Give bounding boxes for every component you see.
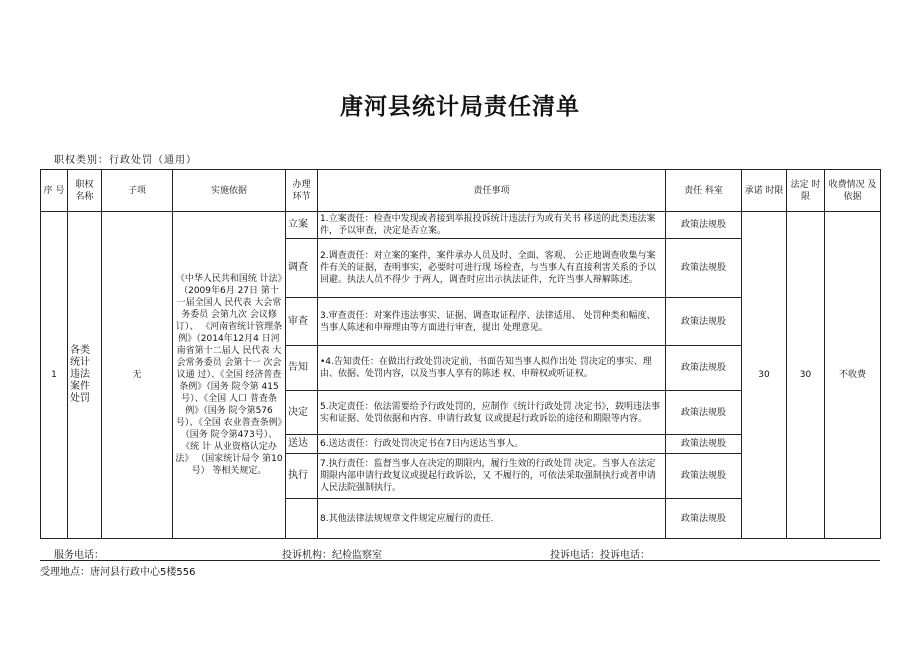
responsibility-table bbox=[40, 169, 881, 539]
header-basis: 实施依据 bbox=[173, 170, 286, 212]
stage-label: 立案 bbox=[286, 212, 318, 239]
stage-dept: 政策法规股 bbox=[666, 454, 742, 499]
service-phone: 服务电话： bbox=[54, 550, 104, 561]
header-stage: 办理 环节 bbox=[286, 170, 318, 212]
stage-label: 送达 bbox=[286, 435, 318, 454]
header-legal-limit: 法定 时限 bbox=[787, 170, 825, 212]
page-title: 唐河县统计局责任清单 bbox=[340, 94, 580, 120]
stage-dept: 政策法规股 bbox=[666, 435, 742, 454]
header-power-name: 职权 名称 bbox=[68, 170, 102, 212]
header-fee: 收费情况 及依据 bbox=[825, 170, 881, 212]
stage-label: 执行 bbox=[286, 454, 318, 499]
stage-matter: 3.审查责任：对案件违法事实、证据、调查取证程序、法律适用、 处罚种类和幅度、当事人陈述和申辩理由等方面进行审查，提出 处理意见。 bbox=[318, 298, 666, 346]
stage-matter: 5.决定责任：依法需要给予行政处罚的，应制作《统计行政处罚 决定书》，载明违法事实和证据、处罚依据和内容、申请行政复 议或提起行政诉讼的途径和期限等内容。 bbox=[318, 391, 666, 435]
stage-matter: •4.告知责任：在做出行政处罚决定前，书面告知当事人拟作出处 罚决定的事实、理由、依据、处罚内容，以及当事人享有的陈述 权、申辩权或听证权。 bbox=[318, 346, 666, 391]
stage-label: 审查 bbox=[286, 298, 318, 346]
stage-dept: 政策法规股 bbox=[666, 239, 742, 298]
row-promised-limit: 30 bbox=[742, 212, 787, 539]
stage-dept: 政策法规股 bbox=[666, 212, 742, 239]
stage-dept: 政策法规股 bbox=[666, 499, 742, 539]
table-header-row bbox=[41, 170, 881, 212]
header-dept: 责任 科室 bbox=[666, 170, 742, 212]
table-row bbox=[41, 212, 881, 239]
stage-label: 告知 bbox=[286, 346, 318, 391]
stage-dept: 政策法规股 bbox=[666, 391, 742, 435]
stage-matter: 8.其他法律法规规章文件规定应履行的责任. bbox=[318, 499, 666, 539]
stage-matter: 7.执行责任：监督当事人在决定的期限内，履行生效的行政处罚 决定。当事人在法定期限内部申请行政复议或提起行政诉讼，又 不履行的，可依法采取强制执行或者申请人民法院强制执行。 bbox=[318, 454, 666, 499]
row-power-name: 各类 统计 违法 案件 处罚 bbox=[68, 212, 102, 539]
stage-label: 调查 bbox=[286, 239, 318, 298]
stage-matter: 6.送达责任：行政处罚决定书在7日内送达当事人。 bbox=[318, 435, 666, 454]
header-matters: 责任事项 bbox=[318, 170, 666, 212]
row-seq: 1 bbox=[41, 212, 68, 539]
contact-footer bbox=[40, 544, 880, 561]
row-subitem: 无 bbox=[102, 212, 173, 539]
header-seq: 序 号 bbox=[41, 170, 68, 212]
header-subitem: 子项 bbox=[102, 170, 173, 212]
stage-label bbox=[286, 499, 318, 539]
power-category: 职权类别：行政处罚（通用） bbox=[54, 155, 197, 166]
complaint-org: 投诉机构：纪检监察室 bbox=[282, 550, 382, 561]
service-address: 受理地点：唐河县行政中心5楼556 bbox=[40, 567, 196, 578]
stage-matter: 2.调查责任：对立案的案件，案件承办人员及时、全面、客观、 公正地调查收集与案件有关的证据，查明事实，必要时可进行现 场检查，与当事人有直接利害关系的予以回避。执法人员不得少 于两人，调查时应出示执法证件，允许当事人辩解陈述。 bbox=[318, 239, 666, 298]
stage-dept: 政策法规股 bbox=[666, 298, 742, 346]
row-fee: 不收费 bbox=[825, 212, 881, 539]
header-promised-limit: 承诺 时限 bbox=[742, 170, 787, 212]
stage-matter: 1.立案责任：检查中发现或者接到举报投诉统计违法行为或有关书 移送的此类违法案件，予以审查，决定是否立案。 bbox=[318, 212, 666, 239]
row-basis: 《中华人民共和国统 计法》（2009年6月 27日 第十一届全国人 民代表 大会常务委员 会第九次 会议修订）、 《河南省统计管理条 例》（2014年12月4 日河 南省第十二届人 民代表 大会常务委员 会第十一 次会议通 过）、《全国 经济普查 条例》（国务 院令第 415号）、《全国 人口 普查条例》（国务 院令第576号）、《全国 农业普查条例》（国务 院令第473号）、《统 计 从业资格认定办 法》 （国家统计局令 第10号） 等相关规定。 bbox=[173, 212, 286, 539]
stage-dept: 政策法规股 bbox=[666, 346, 742, 391]
row-legal-limit: 30 bbox=[787, 212, 825, 539]
stage-label: 决定 bbox=[286, 391, 318, 435]
complaint-phone: 投诉电话：投诉电话： bbox=[550, 550, 650, 561]
